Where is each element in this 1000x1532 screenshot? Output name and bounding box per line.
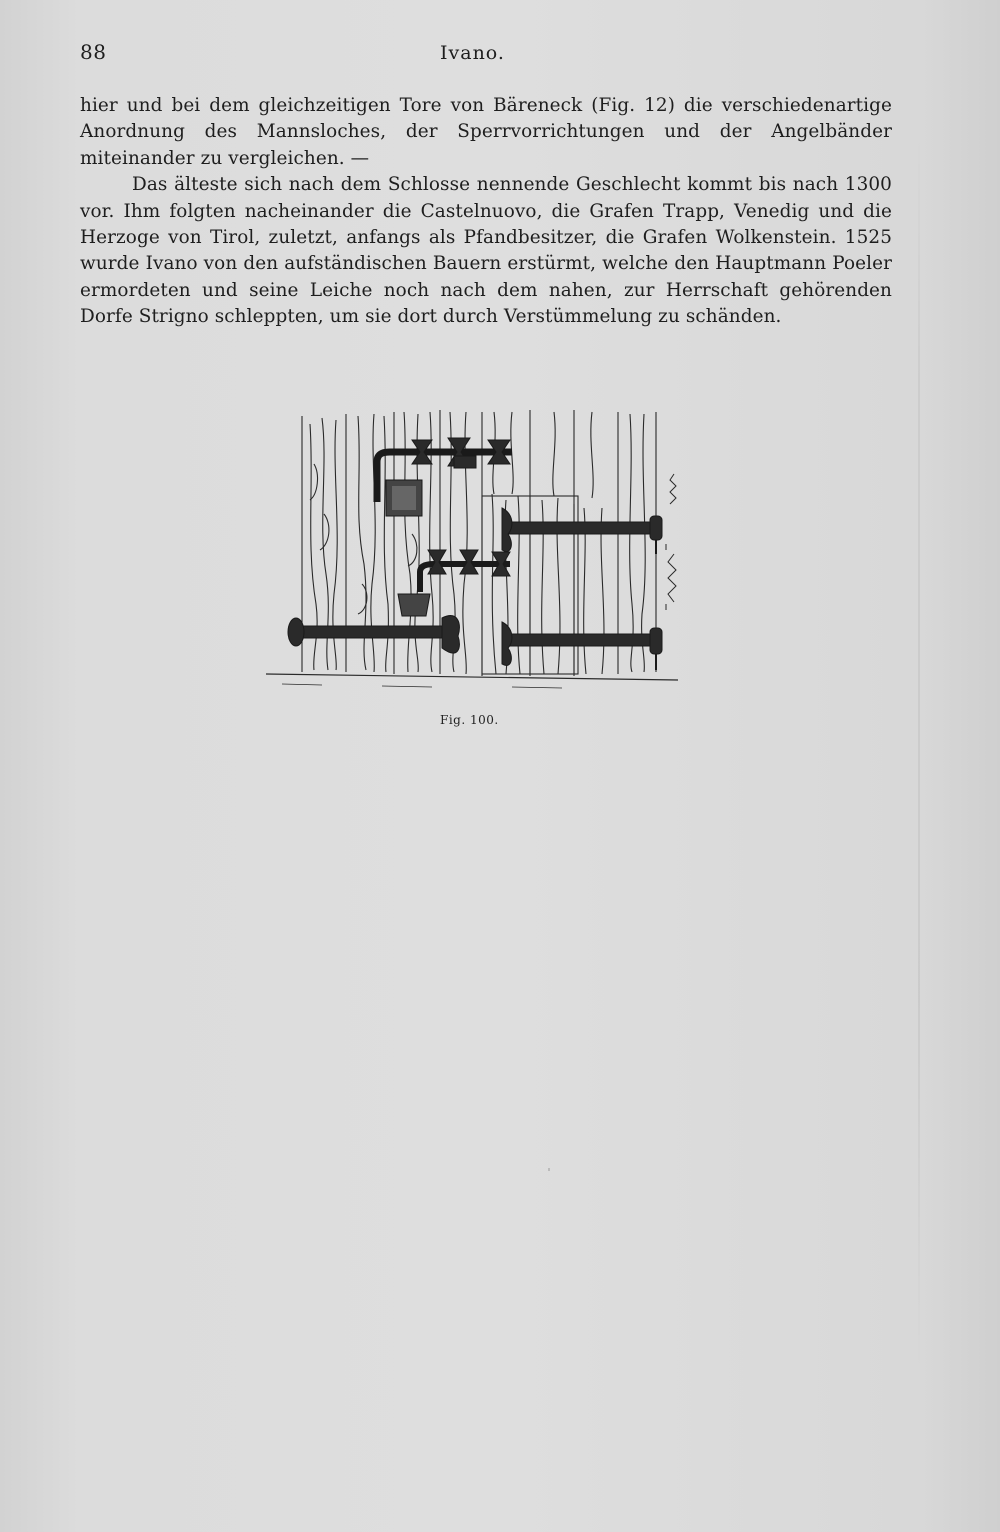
wall-edge xyxy=(666,474,676,610)
strap-hinges xyxy=(288,508,662,670)
door-illustration xyxy=(262,404,682,694)
running-title: Ivano. xyxy=(440,42,505,64)
paragraph-1: hier und bei dem gleichzeitigen Tore von Bäreneck (Fig. 12) die verschiedenartige Anordnung des Mannsloches, der Sperrvorrichtungen und der Angelbänder miteinander zu vergleichen. — xyxy=(80,95,892,169)
paragraph-2: Das älteste sich nach dem Schlosse nennende Geschlecht kommt bis nach 1300 vor. Ihm folgten nacheinander die Castelnuovo, die Grafen Trapp, Venedig und die Herzoge von Tirol, zuletzt, anfangs als Pfandbesitzer, die Grafen Wolkenstein. 1525 wurde Ivano von den aufständischen Bauern erstürmt, welche den Hauptmann Poeler ermordeten und seine Leiche noch nach dem nahen, zur Herrschaft gehörenden Dorfe Strigno schleppten, um sie dort durch Verstümmelung zu schänden. xyxy=(80,174,892,328)
page-fold-shadow xyxy=(918,130,920,1380)
print-speck xyxy=(548,1168,550,1171)
ground xyxy=(266,674,678,688)
page-number: 88 xyxy=(80,40,107,64)
figure-caption: Fig. 100. xyxy=(440,713,499,727)
upper-bolt xyxy=(377,438,512,516)
body-text xyxy=(80,93,892,331)
